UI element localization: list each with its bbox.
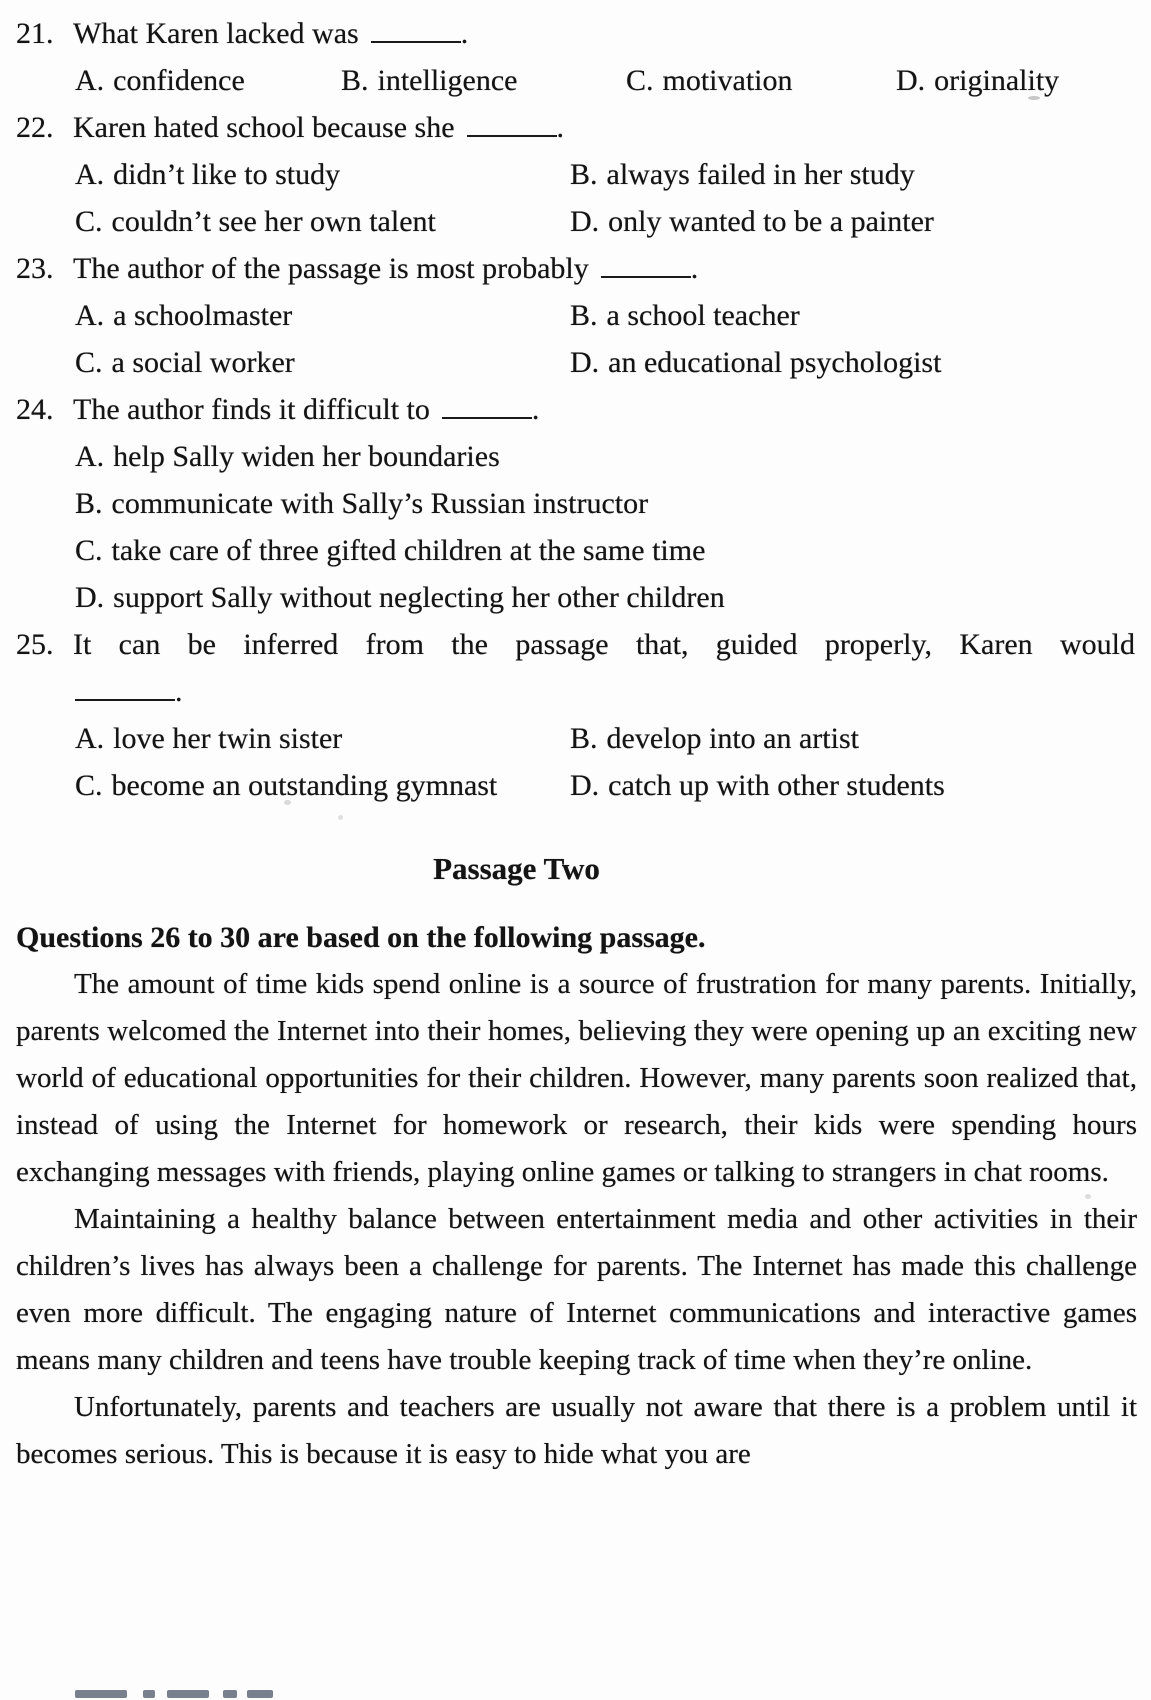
- blank-period: .: [556, 111, 565, 144]
- option-text: motivation: [662, 64, 793, 97]
- question-number: 21.: [16, 17, 54, 50]
- option-label: A.: [75, 158, 105, 191]
- question-23-options-row-2: [75, 339, 1137, 386]
- answer-blank: [75, 669, 175, 701]
- question-23-options-row-1: [75, 292, 1137, 339]
- option-text: only wanted to be a painter: [608, 205, 934, 238]
- option-text: help Sally widen her boundaries: [113, 440, 500, 473]
- option-a: [75, 57, 341, 104]
- scan-speck: [1085, 1194, 1091, 1199]
- option-text: become an outstanding gymnast: [111, 769, 498, 802]
- option-text: didn’t like to study: [113, 158, 341, 191]
- option-a: [75, 715, 570, 762]
- passage-heading: Passage Two: [433, 851, 600, 886]
- question-stem: The author of the passage is most probably: [73, 252, 589, 285]
- question-number: 23.: [16, 252, 54, 285]
- scan-speck: [284, 800, 291, 805]
- passage-paragraph-3: Unfortunately, parents and teachers are usually not aware that there is a problem until it becomes serious. This is because it is easy to hide what you are: [16, 1391, 1137, 1470]
- question-23-stem-line: [16, 245, 1137, 292]
- question-24-option-d: [75, 574, 1137, 621]
- question-25-blank-line: [75, 668, 1137, 715]
- option-text: always failed in her study: [606, 158, 915, 191]
- option-d: [570, 762, 1137, 809]
- option-text: couldn’t see her own talent: [111, 205, 436, 238]
- passage-intro: Questions 26 to 30 are based on the following passage.: [16, 921, 706, 954]
- option-text: catch up with other students: [608, 769, 945, 802]
- option-text: intelligence: [377, 64, 518, 97]
- option-label: B.: [570, 158, 598, 191]
- option-label: A.: [75, 722, 105, 755]
- option-text: take care of three gifted children at the same time: [111, 534, 706, 567]
- question-stem: The author finds it difficult to: [73, 393, 430, 426]
- option-b: [570, 151, 1137, 198]
- question-stem: Karen hated school because she: [73, 111, 455, 144]
- option-text: a social worker: [111, 346, 295, 379]
- blank-period: .: [531, 393, 540, 426]
- question-stem: It can be inferred from the passage that, guided properly, Karen would: [73, 628, 1135, 661]
- blank-period: .: [460, 17, 469, 50]
- option-label: B.: [570, 299, 598, 332]
- question-number: 24.: [16, 393, 54, 426]
- passage-paragraph-2: Maintaining a healthy balance between entertainment media and other activities in their children’s lives has always been a challenge for parents. The Internet has made this challenge even more difficult. The engaging nature of Internet communications and interactive games means many children and teens have trouble keeping track of time when they’re online.: [16, 1203, 1137, 1376]
- blank-period: .: [690, 252, 699, 285]
- question-section: [16, 10, 1137, 809]
- option-label: B.: [75, 487, 103, 520]
- cut-off-next-line: [75, 1690, 273, 1700]
- passage-paragraph-1: The amount of time kids spend online is a source of frustration for many parents. Initially, parents welcomed the Internet into their homes, believing they were opening up an exciting new world of educational opportunities for their children. However, many parents soon realized that, instead of using the Internet for homework or research, their kids were spending hours exchanging messages with friends, playing online games or talking to strangers in chat rooms.: [16, 968, 1137, 1188]
- option-b: [570, 292, 1137, 339]
- question-25-options-row-2: [75, 762, 1137, 809]
- question-24-option-c: [75, 527, 1137, 574]
- answer-blank: [442, 387, 532, 419]
- option-label: A.: [75, 64, 105, 97]
- option-text: an educational psychologist: [608, 346, 942, 379]
- question-25-stem-line: [16, 621, 1137, 668]
- option-label: B.: [570, 722, 598, 755]
- option-c: [626, 57, 896, 104]
- option-label: D.: [896, 64, 926, 97]
- question-24-option-b: [75, 480, 1137, 527]
- answer-blank: [467, 105, 557, 137]
- question-25-options-row-1: [75, 715, 1137, 762]
- option-label: D.: [570, 205, 600, 238]
- question-21-options: [75, 57, 1137, 104]
- question-24-stem-line: [16, 386, 1137, 433]
- option-label: D.: [570, 769, 600, 802]
- option-d: [570, 198, 1137, 245]
- question-21-stem-line: [16, 10, 1137, 57]
- option-d: [896, 57, 1137, 104]
- option-b: [570, 715, 1137, 762]
- option-label: C.: [626, 64, 654, 97]
- option-label: C.: [75, 346, 103, 379]
- answer-blank: [371, 11, 461, 43]
- option-text: love her twin sister: [113, 722, 343, 755]
- scan-speck: [338, 815, 343, 820]
- scan-speck: [1028, 96, 1040, 100]
- option-text: develop into an artist: [606, 722, 859, 755]
- option-text: a school teacher: [606, 299, 800, 332]
- question-number: 25.: [16, 628, 54, 661]
- option-a: [75, 151, 570, 198]
- question-stem: What Karen lacked was: [73, 17, 359, 50]
- option-label: C.: [75, 769, 103, 802]
- option-label: C.: [75, 534, 103, 567]
- option-text: support Sally without neglecting her other children: [113, 581, 725, 614]
- option-label: A.: [75, 440, 105, 473]
- option-label: D.: [570, 346, 600, 379]
- option-d: [570, 339, 1137, 386]
- option-c: [75, 339, 570, 386]
- question-22-stem-line: [16, 104, 1137, 151]
- option-label: D.: [75, 581, 105, 614]
- option-text: communicate with Sally’s Russian instructor: [111, 487, 649, 520]
- option-b: [341, 57, 626, 104]
- option-label: B.: [341, 64, 369, 97]
- option-text: a schoolmaster: [113, 299, 293, 332]
- option-c: [75, 198, 570, 245]
- passage-section: [16, 845, 1137, 1478]
- question-24-option-a: [75, 433, 1137, 480]
- option-label: C.: [75, 205, 103, 238]
- option-label: A.: [75, 299, 105, 332]
- option-text: confidence: [113, 64, 245, 97]
- question-number: 22.: [16, 111, 54, 144]
- answer-blank: [601, 246, 691, 278]
- option-text: originality: [934, 64, 1060, 97]
- option-a: [75, 292, 570, 339]
- question-22-options-row-2: [75, 198, 1137, 245]
- question-22-options-row-1: [75, 151, 1137, 198]
- blank-period: .: [175, 675, 183, 708]
- option-c: [75, 762, 570, 809]
